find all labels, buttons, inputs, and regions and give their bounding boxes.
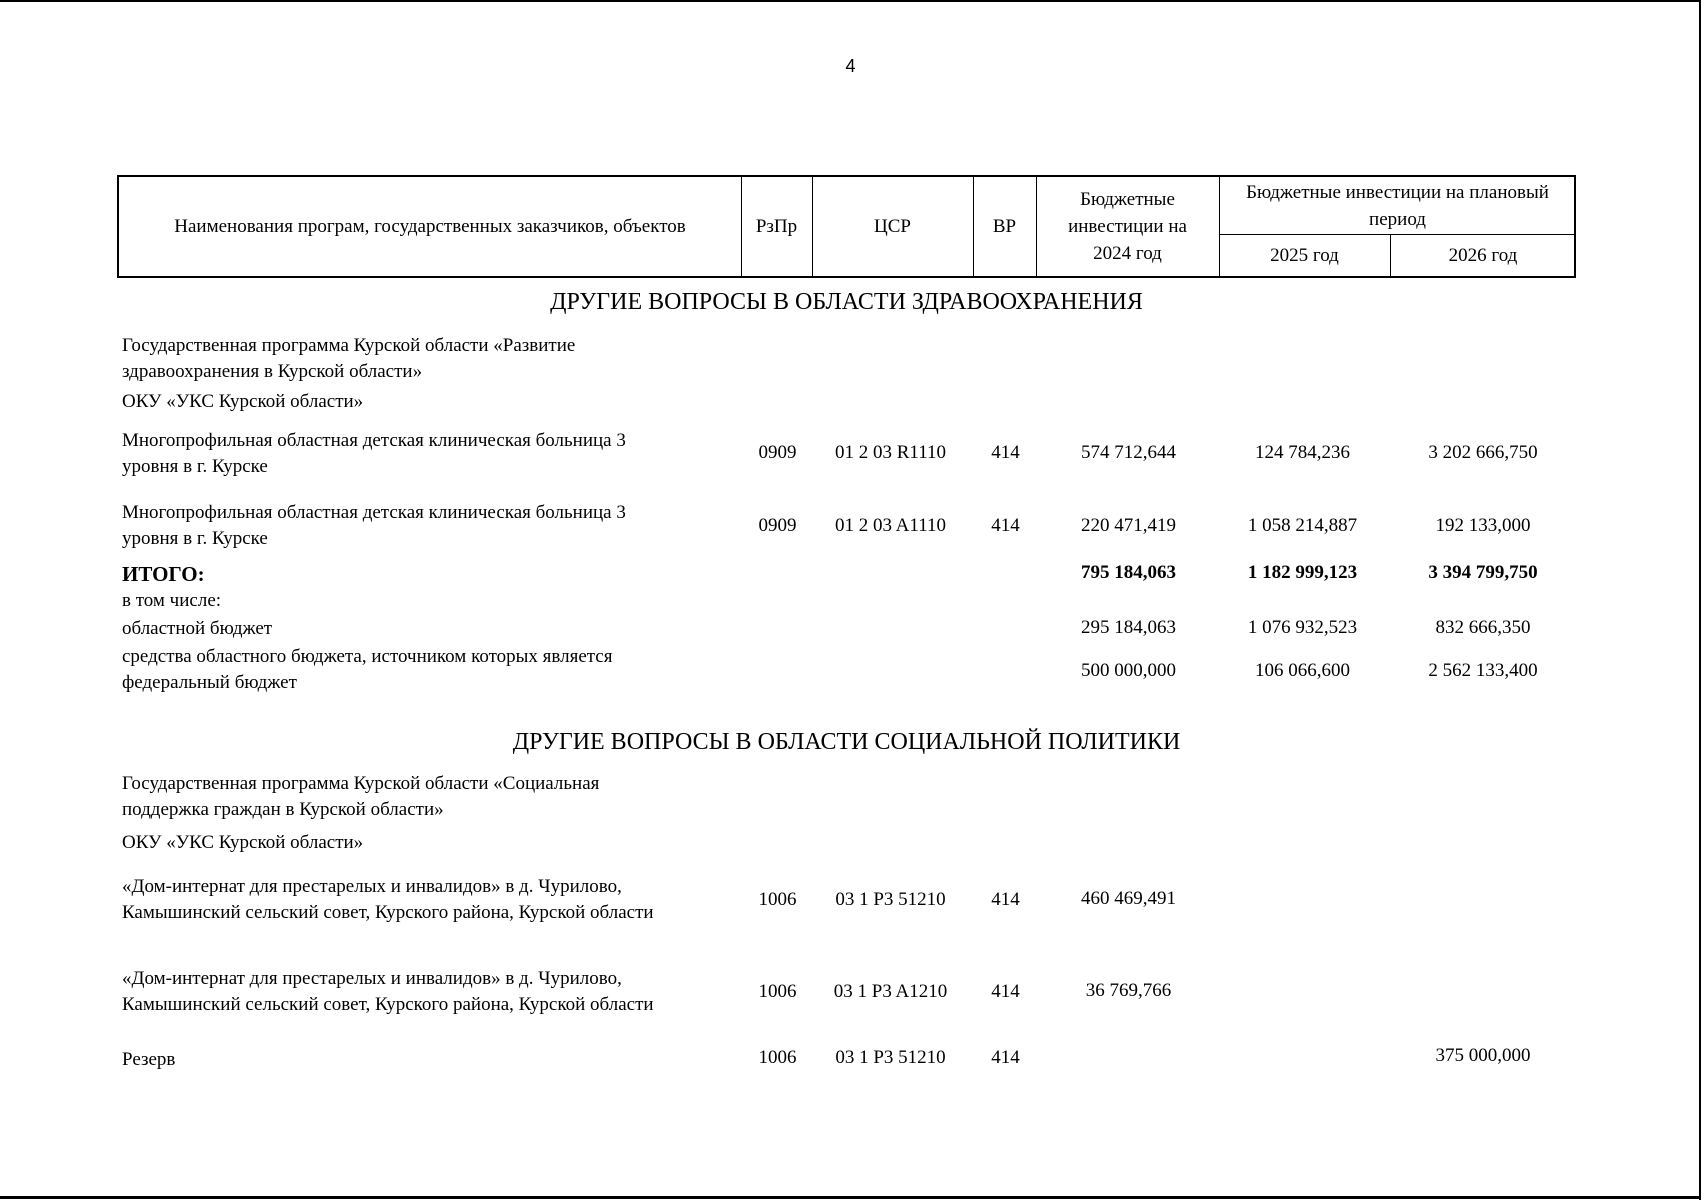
total-2025: 1 182 999,123 <box>1247 562 1358 583</box>
header-col-2026: 2026 год <box>1448 244 1518 266</box>
cell-2026: 375 000,000 <box>1435 1045 1531 1066</box>
cell-vr: 414 <box>991 1047 1020 1068</box>
section-title-social: ДРУГИЕ ВОПРОСЫ В ОБЛАСТИ СОЦИАЛЬНОЙ ПОЛИТИКИ <box>512 729 1181 755</box>
table-header <box>117 175 1576 278</box>
object-name: «Дом-интернат для престарелых и инвалидов» в д. Чурилово, <box>122 968 622 989</box>
page-border-bottom <box>0 1196 1701 1199</box>
program-name: Государственная программа Курской области «Развитие <box>122 335 576 356</box>
header-col-name: Наименования програм, государственных заказчиков, объектов <box>174 216 686 237</box>
program-name: Государственная программа Курской области «Социальная <box>122 773 600 794</box>
section-title-health: ДРУГИЕ ВОПРОСЫ В ОБЛАСТИ ЗДРАВООХРАНЕНИЯ <box>550 289 1143 315</box>
header-col-rzpr: РзПр <box>755 216 798 237</box>
header-col-plan-line: период <box>1369 208 1426 230</box>
total-2024: 795 184,063 <box>1081 562 1176 583</box>
regional-2025: 1 076 932,523 <box>1247 617 1358 638</box>
object-name: Многопрофильная областная детская клиническая больница 3 <box>122 502 626 523</box>
cell-rzpr: 0909 <box>758 442 797 463</box>
cell-2026: 192 133,000 <box>1435 515 1531 536</box>
cell-csr: 03 1 P3 A1210 <box>833 981 948 1002</box>
page-number: 4 <box>845 56 856 76</box>
including-label: в том числе: <box>122 590 222 611</box>
object-name: Камышинский сельский совет, Курского района, Курской области <box>122 902 654 923</box>
header-col-plan <box>1219 177 1576 234</box>
total-label: ИТОГО: <box>122 562 205 586</box>
cell-2024: 220 471,419 <box>1081 515 1176 536</box>
object-name: Многопрофильная областная детская клиническая больница 3 <box>122 430 626 451</box>
federal-2024: 500 000,000 <box>1081 660 1176 681</box>
header-col-plan-line: Бюджетные инвестиции на плановый <box>1246 181 1549 203</box>
regional-label: областной бюджет <box>122 618 273 639</box>
cell-vr: 414 <box>991 442 1020 463</box>
program-name: поддержка граждан в Курской области» <box>122 799 444 820</box>
header-col-2024-line: 2024 год <box>1093 243 1162 264</box>
header-col-2024-line: Бюджетные <box>1080 189 1175 210</box>
header-col-csr: ЦСР <box>874 216 911 237</box>
federal-2026: 2 562 133,400 <box>1428 660 1538 681</box>
cell-2024: 460 469,491 <box>1081 888 1176 909</box>
object-name: Резерв <box>122 1049 176 1070</box>
program-name: здравоохранения в Курской области» <box>122 361 423 382</box>
cell-2024: 574 712,644 <box>1081 442 1176 463</box>
page-border-top <box>0 0 1701 2</box>
cell-rzpr: 1006 <box>758 1047 797 1068</box>
object-name: уровня в г. Курске <box>122 456 268 477</box>
federal-label: федеральный бюджет <box>122 672 297 693</box>
cell-rzpr: 1006 <box>758 981 797 1002</box>
header-col-2024-line: инвестиции на <box>1068 216 1187 237</box>
cell-2026: 3 202 666,750 <box>1428 442 1538 463</box>
cell-csr: 03 1 P3 51210 <box>835 1047 946 1068</box>
object-name: Камышинский сельский совет, Курского района, Курской области <box>122 994 654 1015</box>
cell-vr: 414 <box>991 515 1020 536</box>
cell-vr: 414 <box>991 981 1020 1002</box>
cell-rzpr: 1006 <box>758 889 797 910</box>
cell-csr: 03 1 P3 51210 <box>835 889 946 910</box>
cell-2025: 1 058 214,887 <box>1247 515 1358 536</box>
cell-rzpr: 0909 <box>758 515 797 536</box>
federal-2025: 106 066,600 <box>1255 660 1350 681</box>
object-name: уровня в г. Курске <box>122 528 268 549</box>
regional-2024: 295 184,063 <box>1081 617 1176 638</box>
cell-csr: 01 2 03 A1110 <box>834 515 946 536</box>
object-name: «Дом-интернат для престарелых и инвалидов» в д. Чурилово, <box>122 876 622 897</box>
customer-name: ОКУ «УКС Курской области» <box>122 832 364 853</box>
cell-2024: 36 769,766 <box>1085 980 1172 1001</box>
header-col-2025: 2025 год <box>1270 244 1339 266</box>
customer-name: ОКУ «УКС Курской области» <box>122 391 364 412</box>
cell-csr: 01 2 03 R1110 <box>834 442 946 463</box>
header-col-2024 <box>1036 177 1219 276</box>
total-2026: 3 394 799,750 <box>1428 562 1538 583</box>
cell-vr: 414 <box>991 889 1020 910</box>
regional-2026: 832 666,350 <box>1435 617 1531 638</box>
cell-2025: 124 784,236 <box>1255 442 1350 463</box>
header-col-vr: ВР <box>992 216 1017 237</box>
federal-label: средства областного бюджета, источником которых является <box>122 646 613 667</box>
